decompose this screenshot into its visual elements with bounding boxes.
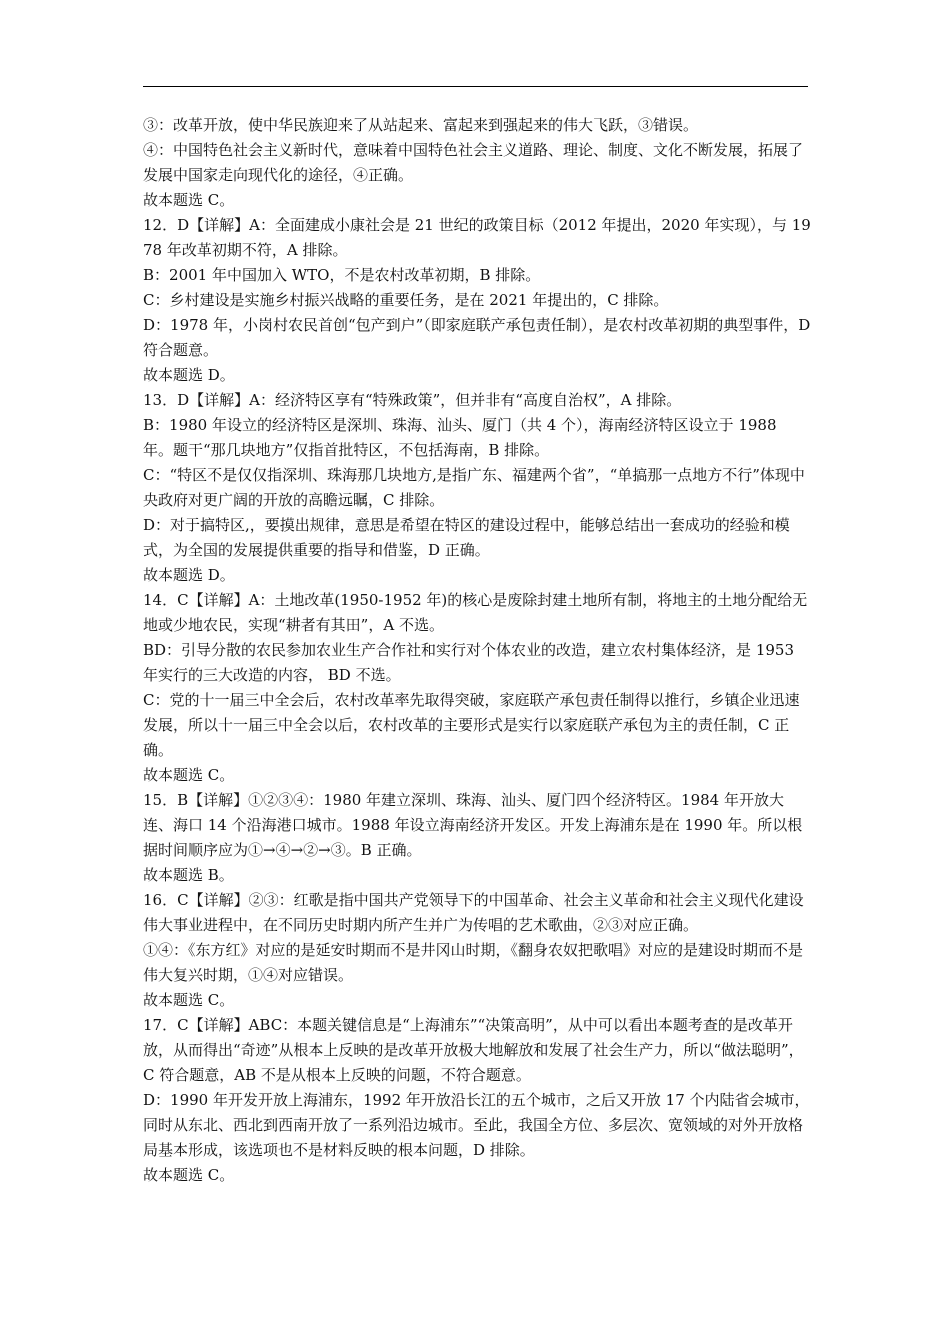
answer-explanations <box>143 113 811 1188</box>
paragraph: 故本题选 D。 <box>143 366 235 384</box>
paragraph: D：1990 年开发开放上海浦东，1992 年开放沿长江的五个城市，之后又开放 17 个内陆省会城市，同时从东北、西北到西南开放了一系列沿边城市。至此，我国全方位、多层次、宽领域的对外开放格局基本形成，该选项也不是材料反映的根本问题，D 排除。 <box>143 1091 810 1159</box>
paragraph: D：对于搞特区,，要摸出规律，意思是希望在特区的建设过程中，能够总结出一套成功的经验和模式，为全国的发展提供重要的指导和借鉴，D 正确。 <box>143 516 790 559</box>
paragraph: C：乡村建设是实施乡村振兴战略的重要任务，是在 2021 年提出的，C 排除。 <box>143 291 669 309</box>
paragraph: 15．B【详解】①②③④：1980 年建立深圳、珠海、汕头、厦门四个经济特区。1984 年开放大连、海口 14 个沿海港口城市。1988 年设立海南经济开发区。开发上海浦东是在 1990 年。所以根据时间顺序应为①→④→②→③。B 正确。 <box>143 791 803 859</box>
paragraph: 12．D【详解】A：全面建成小康社会是 21 世纪的政策目标（2012 年提出，2020 年实现），与 1978 年改革初期不符，A 排除。 <box>143 216 811 259</box>
paragraph: C：“特区不是仅仅指深圳、珠海那几块地方,是指广东、福建两个省”，“单搞那一点地方不行”体现中央政府对更广阔的开放的高瞻远瞩，C 排除。 <box>143 466 805 509</box>
paragraph: B：1980 年设立的经济特区是深圳、珠海、汕头、厦门（共 4 个），海南经济特区设立于 1988 年。题干“那几块地方”仅指首批特区，不包括海南，B 排除。 <box>143 416 777 459</box>
paragraph: ③：改革开放，使中华民族迎来了从站起来、富起来到强起来的伟大飞跃，③错误。 <box>143 116 699 134</box>
paragraph: 故本题选 C。 <box>143 191 235 209</box>
paragraph: ①④：《东方红》对应的是延安时期而不是井冈山时期，《翻身农奴把歌唱》对应的是建设时期而不是伟大复兴时期，①④对应错误。 <box>143 941 804 984</box>
paragraph: 13．D【详解】A：经济特区享有“特殊政策”，但并非有“高度自治权”，A 排除。 <box>143 391 682 409</box>
paragraph: 16．C【详解】②③：红歌是指中国共产党领导下的中国革命、社会主义革命和社会主义现代化建设伟大事业进程中，在不同历史时期内所产生并广为传唱的艺术歌曲，②③对应正确。 <box>143 891 804 934</box>
header-rule <box>143 86 808 87</box>
paragraph: 故本题选 B。 <box>143 866 234 884</box>
paragraph: C：党的十一届三中全会后，农村改革率先取得突破，家庭联产承包责任制得以推行，乡镇企业迅速发展，所以十一届三中全会以后，农村改革的主要形式是实行以家庭联产承包为主的责任制，C 正确。 <box>143 691 800 759</box>
paragraph: BD：引导分散的农民参加农业生产合作社和实行对个体农业的改造，建立农村集体经济，是 1953 年实行的三大改造的内容， BD 不选。 <box>143 641 794 684</box>
paragraph: 故本题选 C。 <box>143 1166 235 1184</box>
paragraph: 14．C【详解】A：土地改革(1950-1952 年)的核心是废除封建土地所有制，将地主的土地分配给无地或少地农民，实现“耕者有其田”，A 不选。 <box>143 591 808 634</box>
paragraph: ④：中国特色社会主义新时代，意味着中国特色社会主义道路、理论、制度、文化不断发展，拓展了发展中国家走向现代化的途径，④正确。 <box>143 141 804 184</box>
paragraph: 17．C【详解】ABC：本题关键信息是“上海浦东”“决策高明”，从中可以看出本题考查的是改革开放，从而得出“奇迹”从根本上反映的是改革开放极大地解放和发展了社会生产力，所以“做法聪明”，C 符合题意，AB 不是从根本上反映的问题，不符合题意。 <box>143 1016 804 1084</box>
paragraph: 故本题选 C。 <box>143 766 235 784</box>
paragraph: 故本题选 D。 <box>143 566 235 584</box>
paragraph: D：1978 年，小岗村农民首创“包产到户”（即家庭联产承包责任制），是农村改革初期的典型事件，D 符合题意。 <box>143 316 811 359</box>
paragraph: 故本题选 C。 <box>143 991 235 1009</box>
paragraph: B：2001 年中国加入 WTO，不是农村改革初期，B 排除。 <box>143 266 541 284</box>
